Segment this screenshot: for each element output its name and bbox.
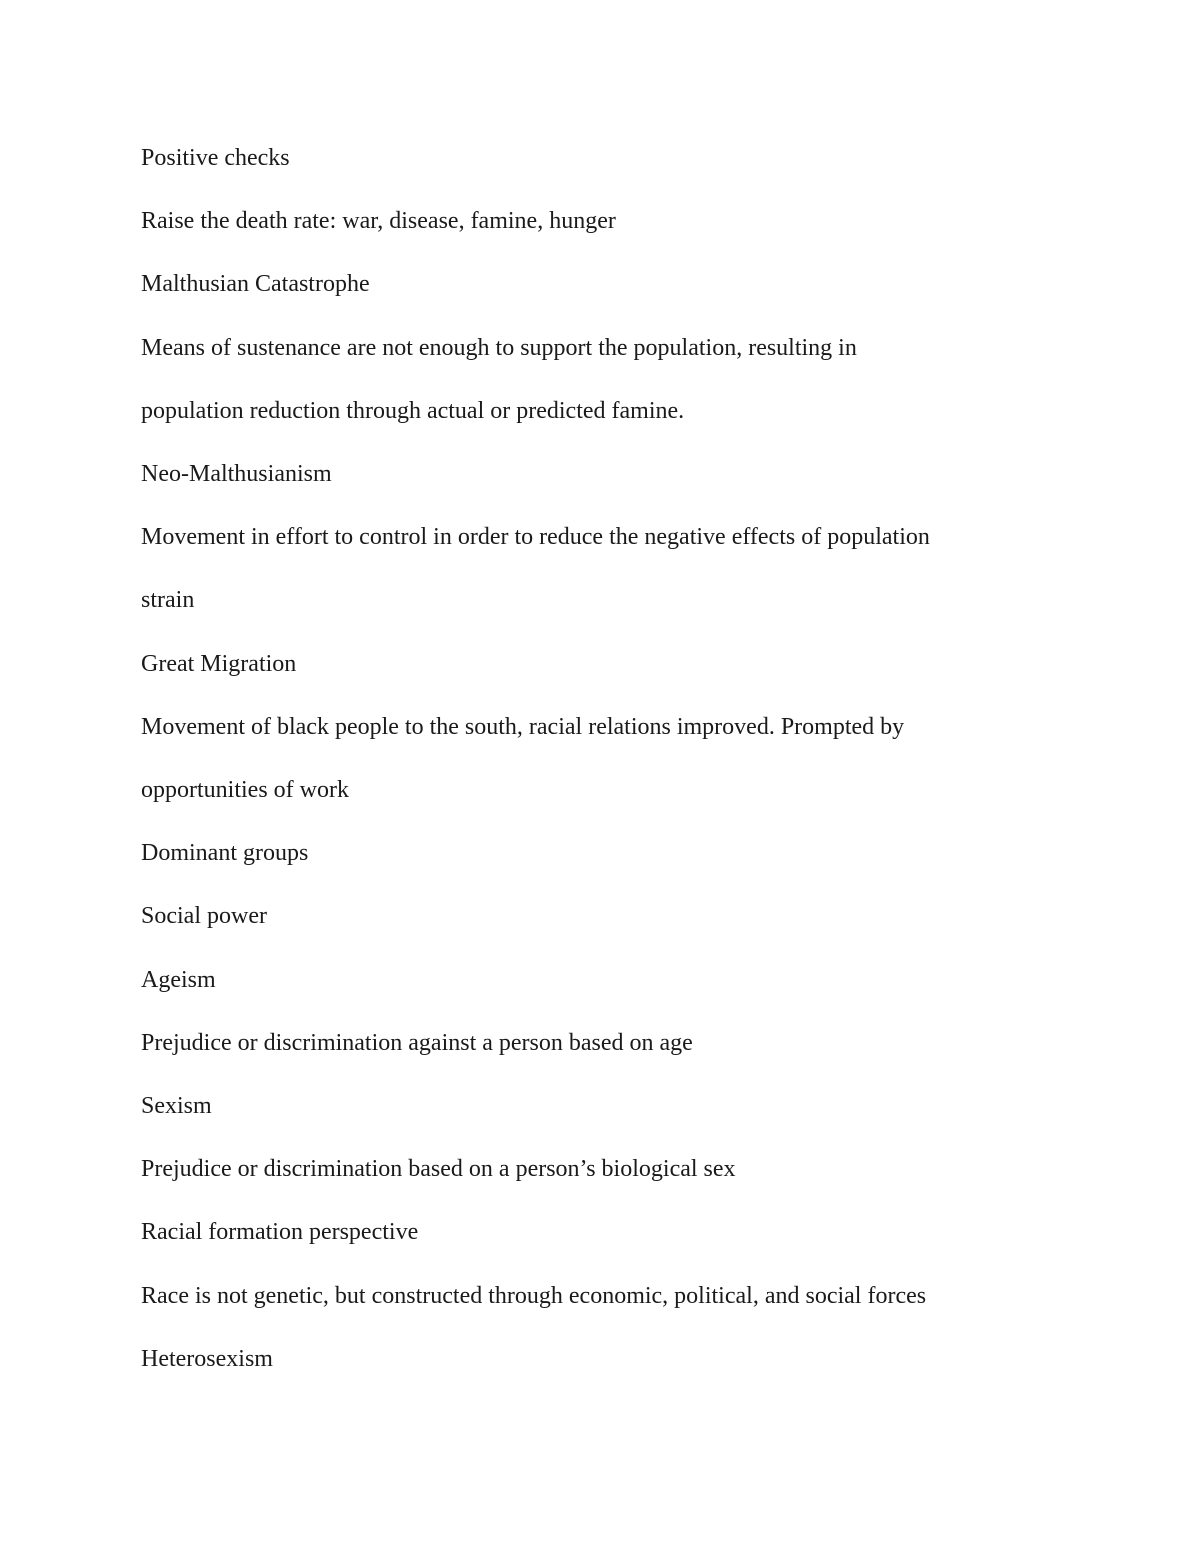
- term-heading: Ageism: [141, 966, 216, 993]
- term-heading: Positive checks: [141, 145, 290, 171]
- term-definition: Raise the death rate: war, disease, famine, hunger: [141, 208, 616, 235]
- term-heading: Neo-Malthusianism: [141, 461, 332, 488]
- term-definition: opportunities of work: [141, 777, 349, 804]
- term-definition: Movement in effort to control in order to reduce the negative effects of population: [141, 524, 930, 551]
- term-definition: Means of sustenance are not enough to support the population, resulting in: [141, 334, 857, 361]
- term-definition: Prejudice or discrimination based on a person’s biological sex: [141, 1156, 736, 1183]
- term-heading: Heterosexism: [141, 1345, 273, 1372]
- term-heading: Malthusian Catastrophe: [141, 271, 370, 298]
- term-definition: Race is not genetic, but constructed through economic, political, and social forces: [141, 1282, 927, 1309]
- term-heading: Racial formation perspective: [141, 1219, 419, 1246]
- term-definition: population reduction through actual or predicted famine.: [141, 397, 685, 424]
- term-definition: strain: [141, 587, 195, 614]
- term-definition: Prejudice or discrimination against a person based on age: [141, 1029, 693, 1056]
- term-heading: Dominant groups: [141, 840, 309, 867]
- term-definition: Movement of black people to the south, racial relations improved. Prompted by: [141, 713, 905, 740]
- document-body: [141, 127, 1081, 1391]
- term-heading: Great Migration: [141, 650, 297, 677]
- term-definition: Social power: [141, 903, 267, 930]
- term-heading: Sexism: [141, 1093, 212, 1120]
